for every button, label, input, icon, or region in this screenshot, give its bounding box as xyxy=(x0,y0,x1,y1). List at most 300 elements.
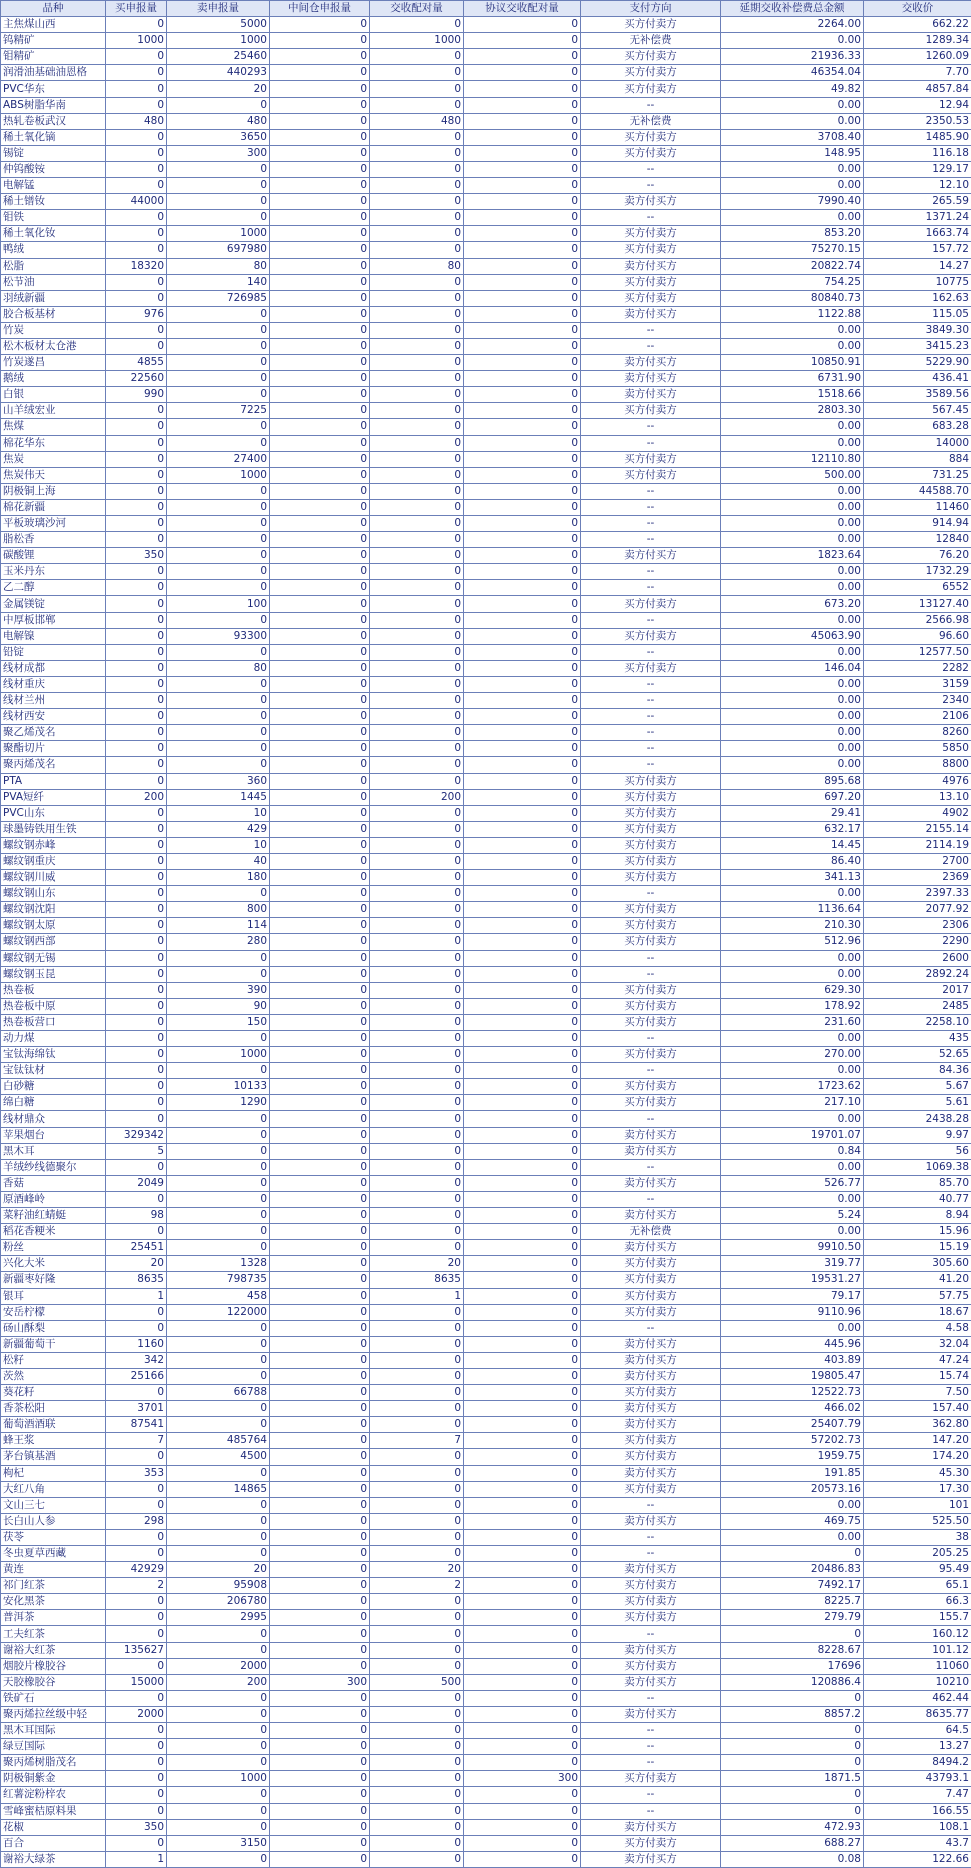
delivery-price-cell: 17.30 xyxy=(864,1481,971,1497)
agreement-qty-cell: 0 xyxy=(464,1626,581,1642)
buy-qty-cell: 87541 xyxy=(106,1417,167,1433)
agreement-qty-cell: 0 xyxy=(464,805,581,821)
agreement-qty-cell: 0 xyxy=(464,1755,581,1771)
variety-cell: 安化黑茶 xyxy=(1,1594,106,1610)
table-row xyxy=(1,1755,971,1771)
variety-cell: 苹果烟台 xyxy=(1,1127,106,1143)
sell-qty-cell: 180 xyxy=(167,870,270,886)
compensation-cell: 0.00 xyxy=(721,644,864,660)
agreement-qty-cell: 0 xyxy=(464,1336,581,1352)
sell-qty-cell: 0 xyxy=(167,371,270,387)
pay-direction-cell: -- xyxy=(581,161,721,177)
compensation-cell: 0 xyxy=(721,1739,864,1755)
buy-qty-cell: 0 xyxy=(106,129,167,145)
compensation-cell: 2264.00 xyxy=(721,17,864,33)
delivery-price-cell: 13127.40 xyxy=(864,596,971,612)
table-row xyxy=(1,242,971,258)
table-row xyxy=(1,709,971,725)
variety-cell: 香菇 xyxy=(1,1175,106,1191)
table-row xyxy=(1,966,971,982)
col-header-agreement-qty: 协议交收配对量 xyxy=(464,1,581,17)
compensation-cell: 46354.04 xyxy=(721,65,864,81)
matched-qty-cell: 0 xyxy=(370,1594,464,1610)
compensation-cell: 57202.73 xyxy=(721,1433,864,1449)
variety-cell: 焦炭 xyxy=(1,451,106,467)
buy-qty-cell: 0 xyxy=(106,709,167,725)
buy-qty-cell: 976 xyxy=(106,306,167,322)
buy-qty-cell: 0 xyxy=(106,403,167,419)
sell-qty-cell: 0 xyxy=(167,210,270,226)
compensation-cell: 512.96 xyxy=(721,934,864,950)
compensation-cell: 25407.79 xyxy=(721,1417,864,1433)
variety-cell: PVC山东 xyxy=(1,805,106,821)
delivery-price-cell: 85.70 xyxy=(864,1175,971,1191)
variety-cell: 宝钛海绵钛 xyxy=(1,1047,106,1063)
table-row xyxy=(1,1095,971,1111)
table-row xyxy=(1,371,971,387)
warehouse-qty-cell: 0 xyxy=(270,1562,370,1578)
warehouse-qty-cell: 0 xyxy=(270,242,370,258)
buy-qty-cell: 5 xyxy=(106,1143,167,1159)
matched-qty-cell: 0 xyxy=(370,612,464,628)
sell-qty-cell: 0 xyxy=(167,612,270,628)
buy-qty-cell: 44000 xyxy=(106,194,167,210)
warehouse-qty-cell: 0 xyxy=(270,274,370,290)
buy-qty-cell: 0 xyxy=(106,853,167,869)
sell-qty-cell: 0 xyxy=(167,1851,270,1867)
table-row xyxy=(1,1111,971,1127)
matched-qty-cell: 0 xyxy=(370,628,464,644)
agreement-qty-cell: 0 xyxy=(464,1481,581,1497)
buy-qty-cell: 25451 xyxy=(106,1240,167,1256)
matched-qty-cell: 8635 xyxy=(370,1272,464,1288)
compensation-cell: 0.00 xyxy=(721,435,864,451)
agreement-qty-cell: 0 xyxy=(464,1497,581,1513)
warehouse-qty-cell: 0 xyxy=(270,403,370,419)
sell-qty-cell: 440293 xyxy=(167,65,270,81)
pay-direction-cell: 买方付卖方 xyxy=(581,596,721,612)
sell-qty-cell: 150 xyxy=(167,1014,270,1030)
buy-qty-cell: 0 xyxy=(106,1787,167,1803)
table-row xyxy=(1,1031,971,1047)
sell-qty-cell: 40 xyxy=(167,853,270,869)
matched-qty-cell: 0 xyxy=(370,596,464,612)
variety-cell: 棉花华东 xyxy=(1,435,106,451)
table-row xyxy=(1,725,971,741)
warehouse-qty-cell: 0 xyxy=(270,17,370,33)
table-row xyxy=(1,194,971,210)
agreement-qty-cell: 0 xyxy=(464,982,581,998)
sell-qty-cell: 100 xyxy=(167,596,270,612)
table-row xyxy=(1,1642,971,1658)
table-row xyxy=(1,1610,971,1626)
pay-direction-cell: 买方付卖方 xyxy=(581,789,721,805)
sell-qty-cell: 0 xyxy=(167,1320,270,1336)
agreement-qty-cell: 0 xyxy=(464,1288,581,1304)
matched-qty-cell: 0 xyxy=(370,1658,464,1674)
table-row xyxy=(1,1481,971,1497)
matched-qty-cell: 0 xyxy=(370,1159,464,1175)
delivery-price-cell: 44588.70 xyxy=(864,483,971,499)
variety-cell: 葵花籽 xyxy=(1,1385,106,1401)
table-row xyxy=(1,1706,971,1722)
variety-cell: 钼铁 xyxy=(1,210,106,226)
variety-cell: 金属镁锭 xyxy=(1,596,106,612)
pay-direction-cell: -- xyxy=(581,178,721,194)
buy-qty-cell: 0 xyxy=(106,1658,167,1674)
matched-qty-cell: 0 xyxy=(370,274,464,290)
sell-qty-cell: 1000 xyxy=(167,1047,270,1063)
buy-qty-cell: 0 xyxy=(106,483,167,499)
variety-cell: 螺纹钢玉昆 xyxy=(1,966,106,982)
pay-direction-cell: 买方付卖方 xyxy=(581,290,721,306)
sell-qty-cell: 0 xyxy=(167,338,270,354)
agreement-qty-cell: 0 xyxy=(464,483,581,499)
table-row xyxy=(1,693,971,709)
agreement-qty-cell: 0 xyxy=(464,950,581,966)
warehouse-qty-cell: 0 xyxy=(270,1787,370,1803)
sell-qty-cell: 0 xyxy=(167,1739,270,1755)
buy-qty-cell: 0 xyxy=(106,998,167,1014)
table-row xyxy=(1,628,971,644)
buy-qty-cell: 7 xyxy=(106,1433,167,1449)
delivery-price-cell: 43.7 xyxy=(864,1835,971,1851)
matched-qty-cell: 0 xyxy=(370,338,464,354)
sell-qty-cell: 2995 xyxy=(167,1610,270,1626)
pay-direction-cell: -- xyxy=(581,322,721,338)
delivery-price-cell: 1069.38 xyxy=(864,1159,971,1175)
delivery-price-cell: 101 xyxy=(864,1497,971,1513)
delivery-price-cell: 96.60 xyxy=(864,628,971,644)
agreement-qty-cell: 0 xyxy=(464,1819,581,1835)
agreement-qty-cell: 0 xyxy=(464,998,581,1014)
pay-direction-cell: -- xyxy=(581,1063,721,1079)
agreement-qty-cell: 0 xyxy=(464,870,581,886)
sell-qty-cell: 480 xyxy=(167,113,270,129)
delivery-price-cell: 12.94 xyxy=(864,97,971,113)
delivery-price-cell: 3849.30 xyxy=(864,322,971,338)
pay-direction-cell: -- xyxy=(581,886,721,902)
warehouse-qty-cell: 0 xyxy=(270,113,370,129)
compensation-cell: 895.68 xyxy=(721,773,864,789)
table-row xyxy=(1,1417,971,1433)
delivery-price-cell: 2369 xyxy=(864,870,971,886)
warehouse-qty-cell: 0 xyxy=(270,1771,370,1787)
buy-qty-cell: 0 xyxy=(106,435,167,451)
buy-qty-cell: 42929 xyxy=(106,1562,167,1578)
compensation-cell: 20573.16 xyxy=(721,1481,864,1497)
table-row xyxy=(1,1497,971,1513)
sell-qty-cell: 0 xyxy=(167,516,270,532)
variety-cell: 锡锭 xyxy=(1,145,106,161)
agreement-qty-cell: 0 xyxy=(464,1851,581,1867)
compensation-cell: 0 xyxy=(721,1803,864,1819)
pay-direction-cell: 买方付卖方 xyxy=(581,1095,721,1111)
delivery-price-cell: 914.94 xyxy=(864,516,971,532)
pay-direction-cell: 卖方付买方 xyxy=(581,1465,721,1481)
variety-cell: 祁门红茶 xyxy=(1,1578,106,1594)
variety-cell: 白银 xyxy=(1,387,106,403)
buy-qty-cell: 0 xyxy=(106,290,167,306)
agreement-qty-cell: 0 xyxy=(464,338,581,354)
delivery-price-cell: 12840 xyxy=(864,532,971,548)
matched-qty-cell: 0 xyxy=(370,1706,464,1722)
warehouse-qty-cell: 0 xyxy=(270,419,370,435)
delivery-price-cell: 265.59 xyxy=(864,194,971,210)
table-row xyxy=(1,548,971,564)
variety-cell: 原酒峰岭 xyxy=(1,1191,106,1207)
pay-direction-cell: -- xyxy=(581,725,721,741)
variety-cell: 线材成都 xyxy=(1,660,106,676)
pay-direction-cell: 买方付卖方 xyxy=(581,1304,721,1320)
table-row xyxy=(1,773,971,789)
delivery-price-cell: 4857.84 xyxy=(864,81,971,97)
variety-cell: 竹炭 xyxy=(1,322,106,338)
sell-qty-cell: 0 xyxy=(167,1819,270,1835)
delivery-price-cell: 3415.23 xyxy=(864,338,971,354)
warehouse-qty-cell: 0 xyxy=(270,1159,370,1175)
agreement-qty-cell: 0 xyxy=(464,1642,581,1658)
agreement-qty-cell: 0 xyxy=(464,966,581,982)
pay-direction-cell: -- xyxy=(581,966,721,982)
table-row xyxy=(1,290,971,306)
compensation-cell: 19701.07 xyxy=(721,1127,864,1143)
sell-qty-cell: 0 xyxy=(167,1240,270,1256)
sell-qty-cell: 0 xyxy=(167,1803,270,1819)
sell-qty-cell: 280 xyxy=(167,934,270,950)
compensation-cell: 0 xyxy=(721,1755,864,1771)
agreement-qty-cell: 0 xyxy=(464,660,581,676)
table-row xyxy=(1,1433,971,1449)
agreement-qty-cell: 0 xyxy=(464,1433,581,1449)
matched-qty-cell: 0 xyxy=(370,1127,464,1143)
matched-qty-cell: 0 xyxy=(370,725,464,741)
sell-qty-cell: 0 xyxy=(167,1513,270,1529)
pay-direction-cell: 卖方付买方 xyxy=(581,306,721,322)
matched-qty-cell: 0 xyxy=(370,1401,464,1417)
pay-direction-cell: 买方付卖方 xyxy=(581,934,721,950)
delivery-price-cell: 14.27 xyxy=(864,258,971,274)
sell-qty-cell: 0 xyxy=(167,1143,270,1159)
buy-qty-cell: 0 xyxy=(106,1063,167,1079)
variety-cell: PVC华东 xyxy=(1,81,106,97)
sell-qty-cell: 0 xyxy=(167,1755,270,1771)
variety-cell: 热轧卷板武汉 xyxy=(1,113,106,129)
matched-qty-cell: 0 xyxy=(370,1835,464,1851)
delivery-price-cell: 108.1 xyxy=(864,1819,971,1835)
agreement-qty-cell: 0 xyxy=(464,564,581,580)
sell-qty-cell: 0 xyxy=(167,499,270,515)
buy-qty-cell: 0 xyxy=(106,628,167,644)
buy-qty-cell: 0 xyxy=(106,338,167,354)
delivery-price-cell: 162.63 xyxy=(864,290,971,306)
delivery-price-cell: 1289.34 xyxy=(864,33,971,49)
compensation-cell: 341.13 xyxy=(721,870,864,886)
delivery-price-cell: 43793.1 xyxy=(864,1771,971,1787)
matched-qty-cell: 0 xyxy=(370,1803,464,1819)
matched-qty-cell: 0 xyxy=(370,1481,464,1497)
matched-qty-cell: 0 xyxy=(370,1368,464,1384)
compensation-cell: 472.93 xyxy=(721,1819,864,1835)
pay-direction-cell: 卖方付买方 xyxy=(581,1336,721,1352)
pay-direction-cell: 买方付卖方 xyxy=(581,1658,721,1674)
agreement-qty-cell: 0 xyxy=(464,1063,581,1079)
delivery-price-cell: 15.19 xyxy=(864,1240,971,1256)
compensation-cell: 853.20 xyxy=(721,226,864,242)
sell-qty-cell: 0 xyxy=(167,1175,270,1191)
variety-cell: 竹炭遂昌 xyxy=(1,355,106,371)
agreement-qty-cell: 0 xyxy=(464,1095,581,1111)
warehouse-qty-cell: 0 xyxy=(270,1256,370,1272)
compensation-cell: 0.08 xyxy=(721,1851,864,1867)
delivery-price-cell: 2892.24 xyxy=(864,966,971,982)
agreement-qty-cell: 0 xyxy=(464,1690,581,1706)
table-row xyxy=(1,1240,971,1256)
buy-qty-cell: 0 xyxy=(106,274,167,290)
buy-qty-cell: 0 xyxy=(106,676,167,692)
agreement-qty-cell: 0 xyxy=(464,1401,581,1417)
pay-direction-cell: 买方付卖方 xyxy=(581,982,721,998)
pay-direction-cell: 买方付卖方 xyxy=(581,451,721,467)
compensation-cell: 279.79 xyxy=(721,1610,864,1626)
buy-qty-cell: 0 xyxy=(106,1739,167,1755)
sell-qty-cell: 0 xyxy=(167,1127,270,1143)
sell-qty-cell: 0 xyxy=(167,194,270,210)
variety-cell: 动力煤 xyxy=(1,1031,106,1047)
warehouse-qty-cell: 0 xyxy=(270,644,370,660)
delivery-price-cell: 57.75 xyxy=(864,1288,971,1304)
matched-qty-cell: 0 xyxy=(370,1047,464,1063)
agreement-qty-cell: 0 xyxy=(464,1594,581,1610)
table-row xyxy=(1,676,971,692)
matched-qty-cell: 0 xyxy=(370,322,464,338)
buy-qty-cell: 0 xyxy=(106,1835,167,1851)
warehouse-qty-cell: 0 xyxy=(270,145,370,161)
compensation-cell: 1518.66 xyxy=(721,387,864,403)
buy-qty-cell: 0 xyxy=(106,499,167,515)
warehouse-qty-cell: 0 xyxy=(270,1755,370,1771)
sell-qty-cell: 1445 xyxy=(167,789,270,805)
matched-qty-cell: 0 xyxy=(370,532,464,548)
agreement-qty-cell: 0 xyxy=(464,1385,581,1401)
delivery-price-cell: 14000 xyxy=(864,435,971,451)
sell-qty-cell: 3650 xyxy=(167,129,270,145)
compensation-cell: 0.00 xyxy=(721,338,864,354)
table-row xyxy=(1,113,971,129)
pay-direction-cell: 卖方付买方 xyxy=(581,1642,721,1658)
variety-cell: 长白山人参 xyxy=(1,1513,106,1529)
variety-cell: 电解锰 xyxy=(1,178,106,194)
compensation-cell: 0.00 xyxy=(721,161,864,177)
matched-qty-cell: 0 xyxy=(370,451,464,467)
warehouse-qty-cell: 0 xyxy=(270,371,370,387)
variety-cell: 铁矿石 xyxy=(1,1690,106,1706)
agreement-qty-cell: 0 xyxy=(464,1449,581,1465)
delivery-price-cell: 8260 xyxy=(864,725,971,741)
sell-qty-cell: 7225 xyxy=(167,403,270,419)
compensation-cell: 9910.50 xyxy=(721,1240,864,1256)
matched-qty-cell: 20 xyxy=(370,1256,464,1272)
delivery-price-cell: 8494.2 xyxy=(864,1755,971,1771)
compensation-cell: 217.10 xyxy=(721,1095,864,1111)
variety-cell: 线材重庆 xyxy=(1,676,106,692)
variety-cell: 红薯淀粉梓农 xyxy=(1,1787,106,1803)
pay-direction-cell: 买方付卖方 xyxy=(581,998,721,1014)
matched-qty-cell: 0 xyxy=(370,161,464,177)
buy-qty-cell: 0 xyxy=(106,97,167,113)
buy-qty-cell: 1 xyxy=(106,1851,167,1867)
delivery-price-cell: 10775 xyxy=(864,274,971,290)
sell-qty-cell: 122000 xyxy=(167,1304,270,1320)
variety-cell: 热卷板 xyxy=(1,982,106,998)
warehouse-qty-cell: 0 xyxy=(270,918,370,934)
agreement-qty-cell: 0 xyxy=(464,1014,581,1030)
matched-qty-cell: 0 xyxy=(370,1497,464,1513)
agreement-qty-cell: 0 xyxy=(464,129,581,145)
variety-cell: 新疆葡萄干 xyxy=(1,1336,106,1352)
matched-qty-cell: 0 xyxy=(370,1079,464,1095)
buy-qty-cell: 0 xyxy=(106,1304,167,1320)
table-row xyxy=(1,1336,971,1352)
delivery-price-cell: 3159 xyxy=(864,676,971,692)
agreement-qty-cell: 0 xyxy=(464,1787,581,1803)
pay-direction-cell: 买方付卖方 xyxy=(581,902,721,918)
variety-cell: 平板玻璃沙河 xyxy=(1,516,106,532)
pay-direction-cell: 无补偿费 xyxy=(581,113,721,129)
pay-direction-cell: 卖方付买方 xyxy=(581,355,721,371)
agreement-qty-cell: 0 xyxy=(464,934,581,950)
compensation-cell: 120886.4 xyxy=(721,1674,864,1690)
compensation-cell: 0.00 xyxy=(721,419,864,435)
sell-qty-cell: 0 xyxy=(167,419,270,435)
warehouse-qty-cell: 0 xyxy=(270,934,370,950)
buy-qty-cell: 0 xyxy=(106,580,167,596)
sell-qty-cell: 200 xyxy=(167,1674,270,1690)
matched-qty-cell: 0 xyxy=(370,564,464,580)
warehouse-qty-cell: 0 xyxy=(270,950,370,966)
pay-direction-cell: 卖方付买方 xyxy=(581,1706,721,1722)
buy-qty-cell: 0 xyxy=(106,467,167,483)
pay-direction-cell: -- xyxy=(581,1626,721,1642)
pay-direction-cell: -- xyxy=(581,1320,721,1336)
warehouse-qty-cell: 0 xyxy=(270,516,370,532)
delivery-price-cell: 56 xyxy=(864,1143,971,1159)
variety-cell: PVA短纤 xyxy=(1,789,106,805)
warehouse-qty-cell: 0 xyxy=(270,660,370,676)
delivery-price-cell: 4976 xyxy=(864,773,971,789)
warehouse-qty-cell: 0 xyxy=(270,1385,370,1401)
delivery-price-cell: 174.20 xyxy=(864,1449,971,1465)
table-row xyxy=(1,741,971,757)
warehouse-qty-cell: 0 xyxy=(270,1336,370,1352)
matched-qty-cell: 0 xyxy=(370,1320,464,1336)
sell-qty-cell: 390 xyxy=(167,982,270,998)
warehouse-qty-cell: 0 xyxy=(270,210,370,226)
col-header-variety: 品种 xyxy=(1,1,106,17)
variety-cell: 绵白糖 xyxy=(1,1095,106,1111)
warehouse-qty-cell: 0 xyxy=(270,548,370,564)
delivery-price-cell: 147.20 xyxy=(864,1433,971,1449)
matched-qty-cell: 0 xyxy=(370,290,464,306)
table-row xyxy=(1,17,971,33)
buy-qty-cell: 0 xyxy=(106,65,167,81)
agreement-qty-cell: 0 xyxy=(464,773,581,789)
agreement-qty-cell: 0 xyxy=(464,1706,581,1722)
col-header-buy-qty: 买申报量 xyxy=(106,1,167,17)
compensation-cell: 469.75 xyxy=(721,1513,864,1529)
variety-cell: 螺纹钢西部 xyxy=(1,934,106,950)
agreement-qty-cell: 0 xyxy=(464,1224,581,1240)
